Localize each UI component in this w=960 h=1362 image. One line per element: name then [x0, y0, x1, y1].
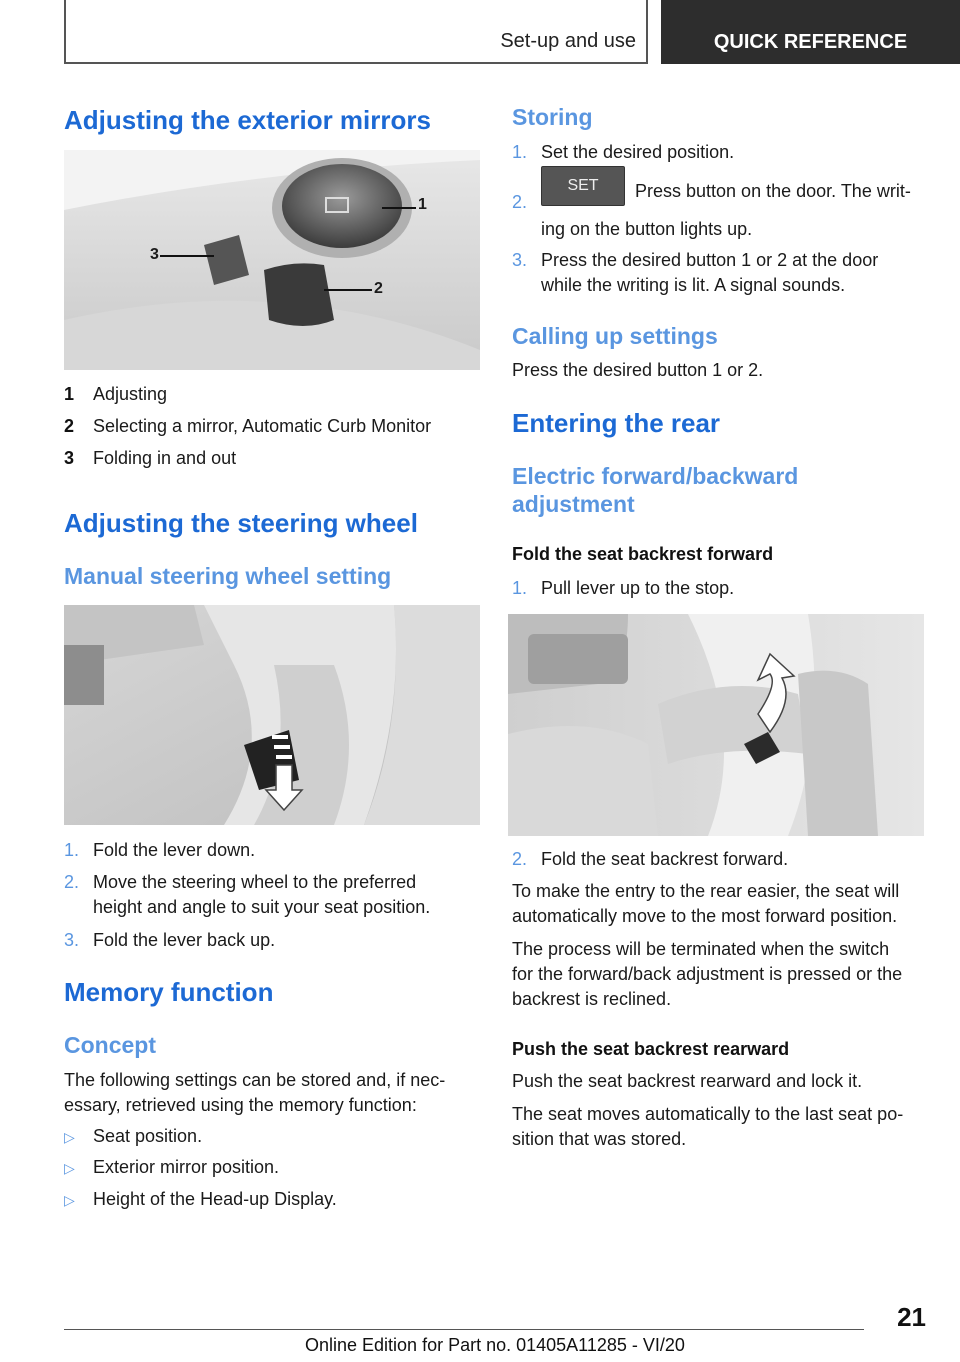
seat-lever-image: [508, 614, 924, 836]
rear-paragraph-3: [512, 1102, 903, 1152]
step-number: 2.: [64, 872, 80, 892]
push-backrest-heading: Push the seat backrest rearward: [512, 1039, 790, 1059]
storing-step-3: [512, 248, 879, 295]
footer-divider: [64, 1329, 864, 1330]
bullet-text: Seat position.: [93, 1126, 203, 1146]
rear-paragraph-1: [512, 879, 899, 929]
step-number: 1.: [512, 578, 528, 598]
rear-step-2: [512, 847, 789, 872]
rear-heading: Entering the rear: [512, 408, 721, 438]
electric-adjustment-heading: [512, 462, 798, 518]
legend-number: 2: [64, 416, 75, 436]
rear-step-1: [512, 576, 735, 601]
mirror-controls-image: [64, 150, 480, 370]
step-number: 3.: [512, 250, 528, 270]
legend-item-3: [64, 446, 237, 471]
triangle-bullet-icon: ▷: [64, 1192, 75, 1208]
triangle-bullet-icon: ▷: [64, 1129, 75, 1145]
footer-edition-text: Online Edition for Part no. 01405A11285 - VI/20: [305, 1335, 685, 1355]
step-number: 1.: [512, 142, 528, 162]
step-text: Fold the seat backrest forward.: [541, 849, 789, 869]
paragraph-line: The process will be terminated when the switch: [512, 939, 890, 959]
paragraph-line: The seat moves automatically to the last seat po-: [512, 1104, 904, 1124]
calling-text: Press the desired button 1 or 2.: [512, 360, 764, 380]
step-text: ing on the button lights up.: [541, 219, 753, 239]
step-number: 2.: [512, 849, 528, 869]
concept-line: The following settings can be stored and, if nec-: [64, 1070, 446, 1090]
legend-item-1: [64, 382, 168, 407]
legend-number: 1: [64, 384, 75, 404]
legend-text: Folding in and out: [93, 448, 237, 468]
calling-heading: Calling up settings: [512, 323, 718, 349]
step-text: Fold the lever down.: [93, 840, 256, 860]
legend-number: 3: [64, 448, 75, 468]
step-line: [541, 172, 911, 212]
rear-paragraph-2: [512, 937, 902, 1012]
callout-3: 3: [150, 246, 159, 263]
bullet-text: Exterior mirror position.: [93, 1157, 280, 1177]
concept-line: essary, retrieved using the memory function:: [64, 1095, 417, 1115]
paragraph-line: sition that was stored.: [512, 1129, 687, 1149]
set-button-icon: SET: [541, 166, 625, 206]
triangle-bullet-icon: ▷: [64, 1160, 75, 1176]
header-quick-reference-tab[interactable]: QUICK REFERENCE: [661, 0, 960, 64]
callout-2: 2: [374, 280, 383, 297]
mirrors-heading: Adjusting the exterior mirrors: [64, 105, 431, 135]
memory-heading: Memory function: [64, 977, 274, 1007]
step-text: while the writing is lit. A signal sounds.: [541, 275, 846, 295]
step-text: Press the desired button 1 or 2 at the door: [541, 250, 879, 270]
push-backrest-text: Push the seat backrest rearward and lock it.: [512, 1071, 863, 1091]
legend-item-2: [64, 414, 432, 439]
paragraph-line: To make the entry to the rear easier, the seat will: [512, 881, 900, 901]
paragraph-line: for the forward/back adjustment is pressed or the: [512, 964, 903, 984]
storing-step-2: [512, 177, 911, 239]
step-text: Pull lever up to the stop.: [541, 578, 735, 598]
step-text: Set the desired position.: [541, 142, 735, 162]
bullet-item: [64, 1124, 203, 1150]
steering-subheading: Manual steering wheel setting: [64, 563, 392, 589]
legend-text: Adjusting: [93, 384, 168, 404]
step-text: Fold the lever back up.: [93, 930, 276, 950]
step-text: Press button on the door. The writ-: [635, 180, 911, 201]
legend-text: Selecting a mirror, Automatic Curb Monitor: [93, 416, 432, 436]
callout-1: 1: [418, 196, 427, 213]
fold-backrest-heading: Fold the seat backrest forward: [512, 544, 774, 564]
paragraph-line: backrest is reclined.: [512, 989, 672, 1009]
storing-step-1: [512, 140, 735, 165]
header-section-title: Set-up and use: [500, 30, 636, 52]
paragraph-line: automatically move to the most forward position.: [512, 906, 898, 926]
bullet-item: [64, 1187, 337, 1213]
subheading-line: adjustment: [512, 491, 635, 517]
steering-heading: Adjusting the steering wheel: [64, 508, 418, 538]
step-text: Move the steering wheel to the preferred: [93, 872, 417, 892]
concept-heading: Concept: [64, 1032, 156, 1058]
steering-lever-image: [64, 605, 480, 825]
bullet-item: [64, 1155, 280, 1181]
step-number: 2.: [512, 192, 528, 212]
steering-step-3: [64, 928, 276, 953]
step-text: height and angle to suit your seat position.: [93, 897, 431, 917]
concept-text: [64, 1068, 445, 1118]
page-number: 21: [897, 1302, 926, 1332]
storing-heading: Storing: [512, 104, 593, 130]
steering-step-2: [64, 870, 431, 917]
steering-step-1: [64, 838, 256, 863]
step-number: 3.: [64, 930, 80, 950]
step-number: 1.: [64, 840, 80, 860]
bullet-text: Height of the Head-up Display.: [93, 1189, 337, 1209]
subheading-line: Electric forward/backward: [512, 463, 799, 489]
